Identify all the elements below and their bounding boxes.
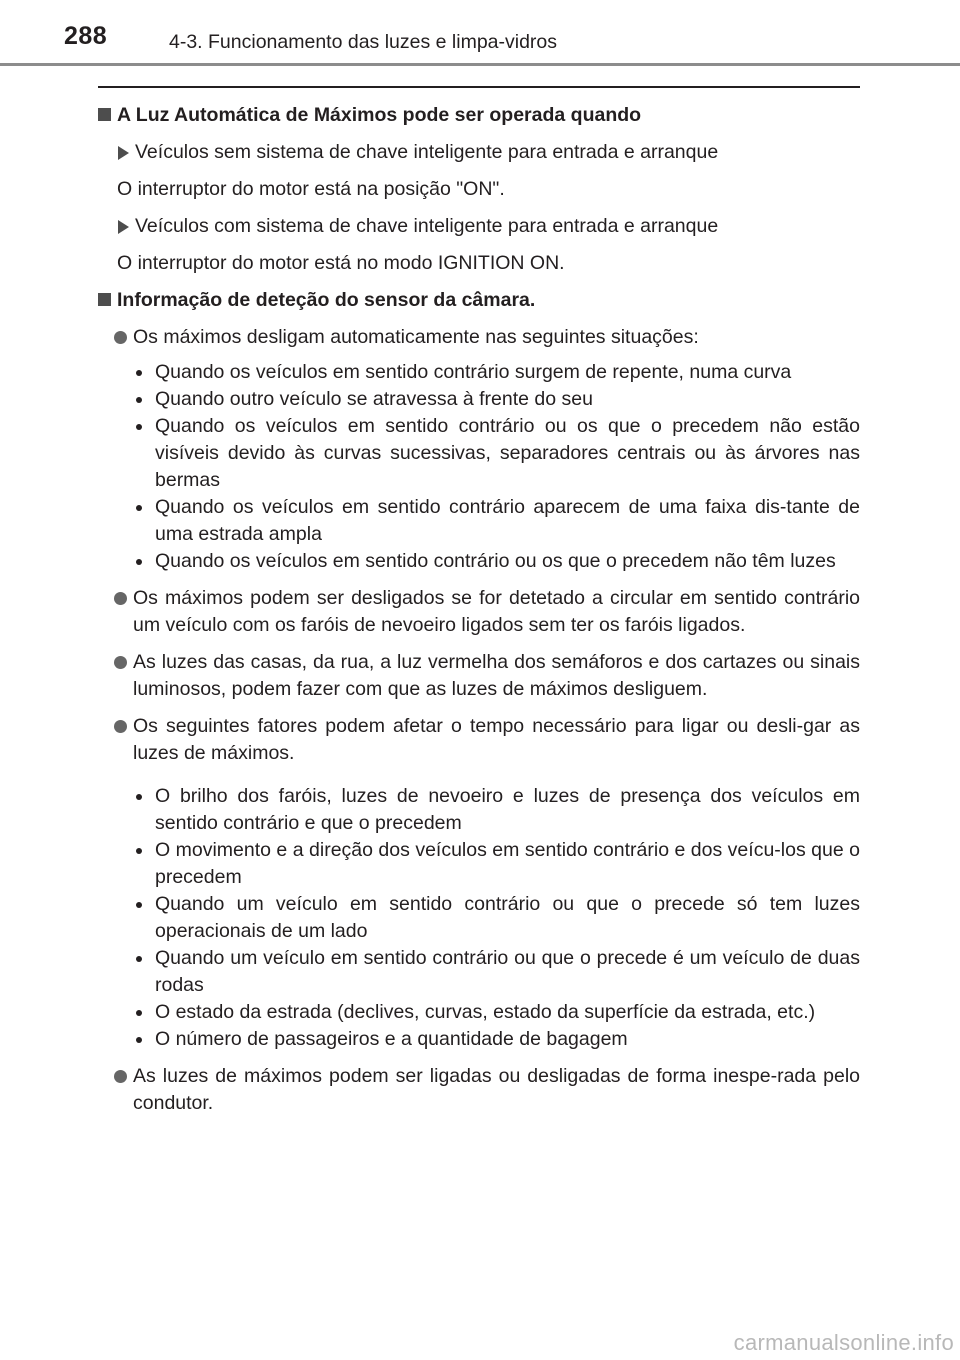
content-top-divider	[98, 86, 860, 88]
section-title: 4-3. Funcionamento das luzes e limpa-vidros	[169, 31, 558, 53]
dot-bullet-icon	[136, 794, 142, 800]
dot-bullet-icon	[136, 559, 142, 565]
dot-bullet-icon	[136, 370, 142, 376]
square-bullet-icon	[98, 108, 111, 121]
bullet-list	[98, 359, 860, 575]
condition-label	[98, 139, 860, 166]
dot-bullet-icon	[136, 424, 142, 430]
square-bullet-icon	[98, 293, 111, 306]
circle-bullet-icon	[114, 592, 127, 605]
section2-heading	[98, 287, 860, 314]
section1-heading	[98, 102, 860, 129]
info-point	[98, 585, 860, 639]
condition-label	[98, 213, 860, 240]
dot-bullet-icon	[136, 902, 142, 908]
list-item: Quando os veículos em sentido contrário aparecem de uma faixa dis-tante de uma estrada ampla	[98, 494, 860, 548]
section1-heading-text: A Luz Automática de Máximos pode ser operada quando	[117, 104, 642, 126]
condition-label-text: Veículos com sistema de chave inteligente para entrada e arranque	[135, 215, 719, 237]
circle-bullet-icon	[114, 331, 127, 344]
page-header	[0, 0, 960, 70]
list-item: Quando um veículo em sentido contrário ou que o precede é um veículo de duas rodas	[98, 945, 860, 999]
bullet-list	[98, 783, 860, 1053]
dot-bullet-icon	[136, 848, 142, 854]
list-item: O estado da estrada (declives, curvas, estado da superfície da estrada, etc.)	[98, 999, 860, 1026]
list-item: Quando os veículos em sentido contrário ou os que o precedem não têm luzes	[98, 548, 860, 575]
triangle-arrow-icon	[118, 220, 129, 234]
circle-bullet-icon	[114, 656, 127, 669]
condition-text: O interruptor do motor está no modo IGNITION ON.	[117, 252, 565, 274]
dot-bullet-icon	[136, 1010, 142, 1016]
section2-heading-text: Informação de deteção do sensor da câmara.	[117, 289, 536, 311]
dot-bullet-icon	[136, 397, 142, 403]
watermark: carmanualsonline.info	[733, 1330, 954, 1355]
info-point-text: As luzes das casas, da rua, a luz vermelha dos semáforos e dos cartazes ou sinais luminosos, podem fazer com que as luzes de máximos desliguem.	[133, 651, 860, 700]
page-number: 288	[64, 22, 108, 50]
circle-bullet-icon	[114, 720, 127, 733]
dot-bullet-icon	[136, 1037, 142, 1043]
dot-bullet-icon	[136, 505, 142, 511]
circle-bullet-icon	[114, 1070, 127, 1083]
dot-bullet-icon	[136, 956, 142, 962]
list-item: Quando os veículos em sentido contrário surgem de repente, numa curva	[98, 359, 860, 386]
list-item: O brilho dos faróis, luzes de nevoeiro e luzes de presença dos veículos em sentido contrário e que o precedem	[98, 783, 860, 837]
list-item: Quando os veículos em sentido contrário ou os que o precedem não estão visíveis devido às curvas sucessivas, separadores centrais ou às árvores nas bermas	[98, 413, 860, 494]
condition-label-text: Veículos sem sistema de chave inteligente para entrada e arranque	[135, 141, 719, 163]
info-point	[98, 1063, 860, 1117]
info-point	[98, 713, 860, 767]
list-item: Quando um veículo em sentido contrário ou que o precede só tem luzes operacionais de um lado	[98, 891, 860, 945]
list-item: O número de passageiros e a quantidade de bagagem	[98, 1026, 860, 1053]
list-item: Quando outro veículo se atravessa à frente do seu	[98, 386, 860, 413]
list-item: O movimento e a direção dos veículos em sentido contrário e dos veícu-los que o precedem	[98, 837, 860, 891]
info-point-text: Os máximos desligam automaticamente nas seguintes situações:	[133, 326, 699, 348]
page-content	[98, 96, 860, 1117]
info-point-text: Os máximos podem ser desligados se for detetado a circular em sentido contrário um veículo com os faróis de nevoeiro ligados sem ter os faróis ligados.	[133, 587, 860, 636]
info-point-text: Os seguintes fatores podem afetar o tempo necessário para ligar ou desli-gar as luzes de máximos.	[133, 715, 860, 764]
triangle-arrow-icon	[118, 146, 129, 160]
info-point-text: As luzes de máximos podem ser ligadas ou desligadas de forma inespe-rada pelo condutor.	[133, 1065, 860, 1114]
info-point	[98, 324, 860, 351]
info-point	[98, 649, 860, 703]
header-divider	[0, 63, 960, 66]
condition-text: O interruptor do motor está na posição "ON".	[117, 178, 505, 200]
